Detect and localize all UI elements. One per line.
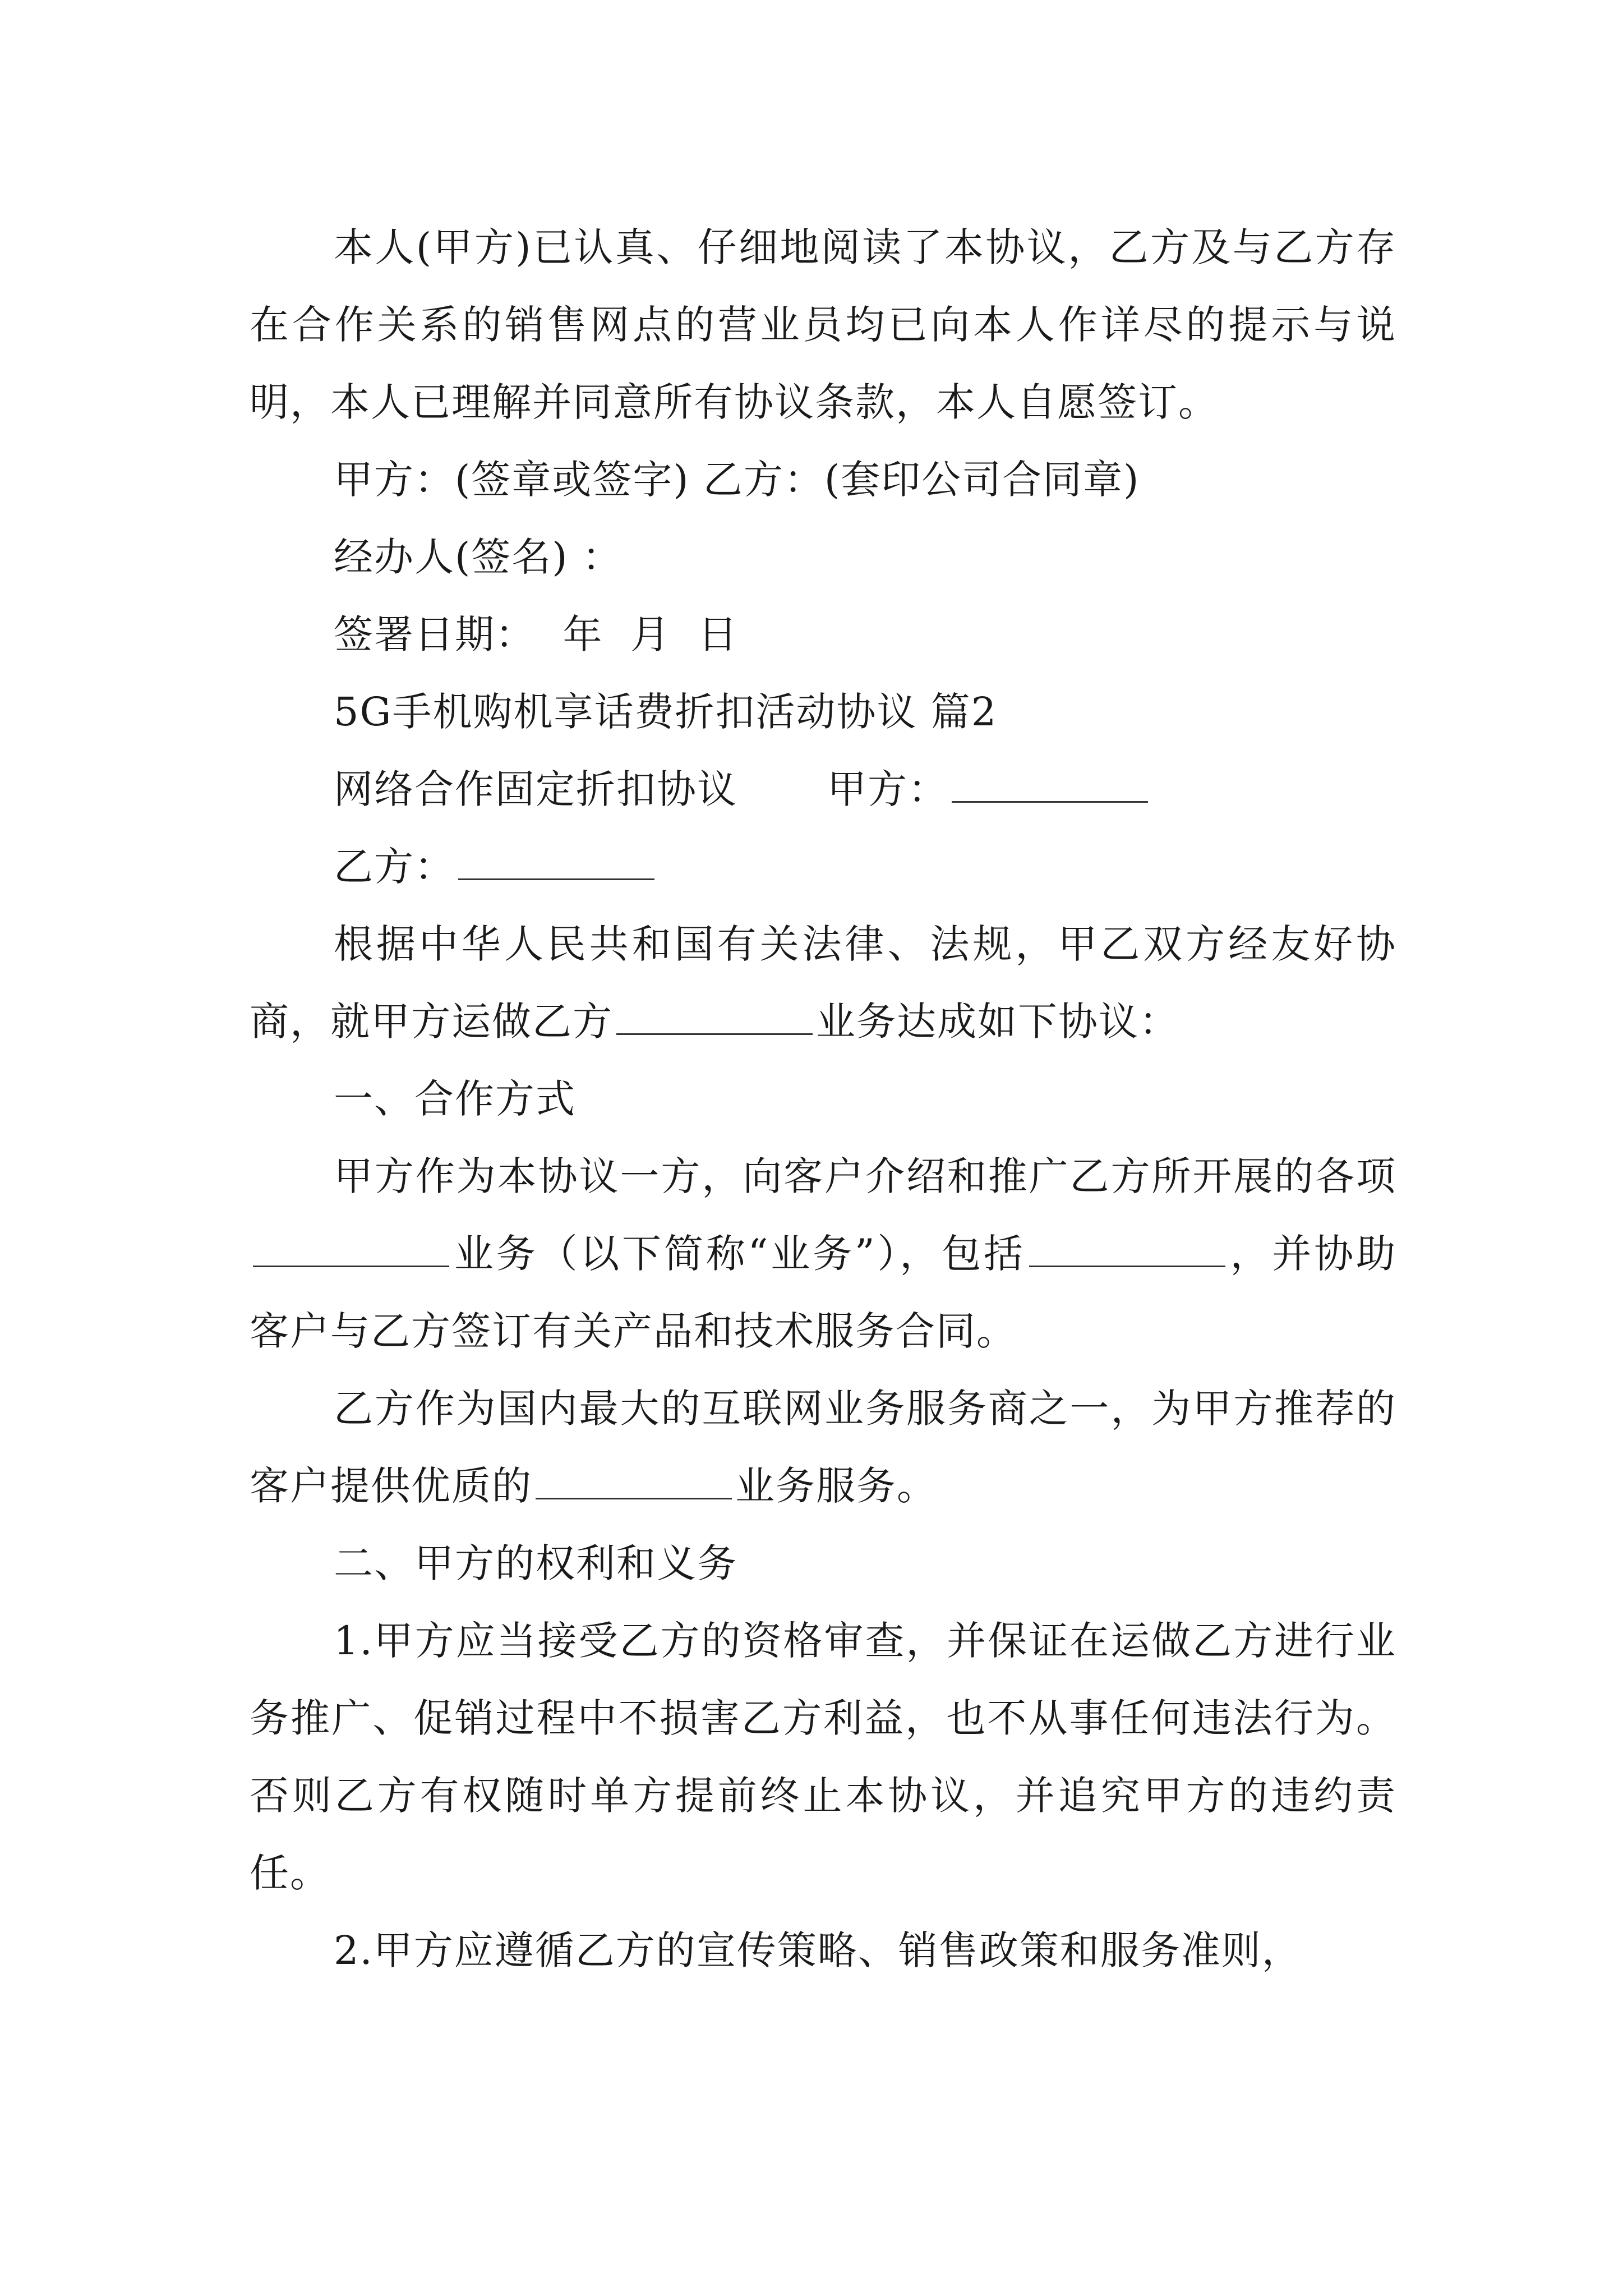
s1-p1-text-2: 业务（以下简称“业务”），包括 bbox=[453, 1231, 1026, 1277]
party-a-label: 甲方： bbox=[827, 766, 948, 812]
service-blank bbox=[253, 1232, 449, 1267]
s1-p2-text-1: 乙方作为国内最大的互联网业务服务商之一，为甲方推荐的客户提供优质的 bbox=[250, 1386, 1396, 1509]
s2-item1-text: 1.甲方应当接受乙方的资格审查，并保证在运做乙方进行业务推广、促销过程中不损害乙方利益，也不从事任何违法行为。否则乙方有权随时单方提前终止本协议，并追究甲方的违约责任。 bbox=[250, 1618, 1396, 1896]
section2-item2 bbox=[250, 1912, 1396, 1989]
document-body bbox=[250, 209, 1396, 1989]
date-line bbox=[250, 596, 1396, 673]
section1-title-text: 一、合作方式 bbox=[334, 1076, 576, 1122]
intro-paragraph bbox=[250, 905, 1396, 1060]
s2-item2-text: 2.甲方应遵循乙方的宣传策略、销售政策和服务准则， bbox=[334, 1927, 1302, 1973]
section1-paragraph2 bbox=[250, 1370, 1396, 1525]
party-b-blank bbox=[458, 845, 654, 880]
heading-text: 5G手机购机享话费折扣活动协议 篇2 bbox=[334, 689, 998, 735]
signature-text: 甲方：(签章或签字) 乙方：(套印公司合同章) bbox=[334, 457, 1140, 503]
section2-title-text: 二、甲方的权利和义务 bbox=[334, 1540, 737, 1586]
party-a-blank bbox=[952, 767, 1148, 803]
consent-text: 本人(甲方)已认真、仔细地阅读了本协议，乙方及与乙方存在合作关系的销售网点的营业员均已向本人作详尽的提示与说明，本人已理解并同意所有协议条款，本人自愿签订。 bbox=[250, 224, 1396, 425]
agreement-title-line bbox=[250, 751, 1396, 828]
agent-line bbox=[250, 518, 1396, 596]
section2-item1 bbox=[250, 1602, 1396, 1912]
include-blank bbox=[1029, 1232, 1225, 1267]
section1-paragraph1 bbox=[250, 1138, 1396, 1370]
intro-text-2: 业务达成如下协议： bbox=[816, 999, 1179, 1045]
business-blank bbox=[616, 1000, 813, 1035]
quality-service-blank bbox=[536, 1464, 732, 1499]
s1-p1-text-1: 甲方作为本协议一方，向客户介绍和推广乙方所开展的各项 bbox=[334, 1153, 1396, 1199]
party-b-line bbox=[250, 828, 1396, 905]
section-heading bbox=[250, 673, 1396, 751]
party-b-label: 乙方： bbox=[334, 844, 455, 890]
s1-p2-text-2: 业务服务。 bbox=[735, 1463, 937, 1509]
section1-title bbox=[250, 1060, 1396, 1138]
section2-title bbox=[250, 1525, 1396, 1602]
date-text: 签署日期： 年 月 日 bbox=[334, 611, 739, 657]
consent-paragraph bbox=[250, 209, 1396, 441]
intro-text-1: 根据中华人民共和国有关法律、法规，甲乙双方经友好协商，就甲方运做乙方 bbox=[250, 921, 1396, 1045]
agent-text: 经办人(签名) ： bbox=[334, 534, 623, 580]
signature-line bbox=[250, 441, 1396, 518]
agreement-title: 网络合作固定折扣协议 bbox=[334, 766, 737, 812]
s1-p1-text-3: ，并协助客户与乙方签订有关产品和技术服务合同。 bbox=[250, 1231, 1397, 1354]
